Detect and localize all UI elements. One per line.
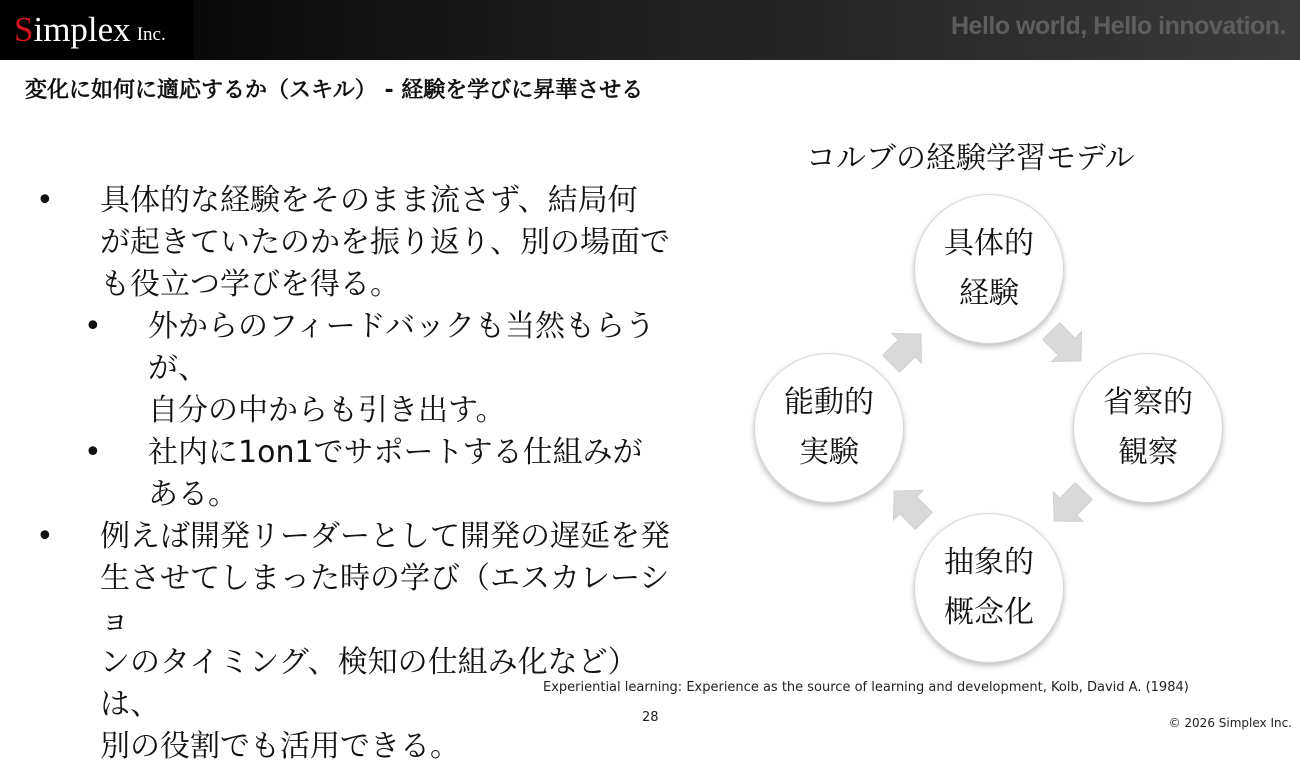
stage-label-line1: 具体的 <box>944 226 1034 261</box>
stage-label-line2: 概念化 <box>944 595 1034 630</box>
header-tagline: Hello world, Hello innovation. <box>950 12 1286 40</box>
page-number: 28 <box>642 710 659 725</box>
logo-initial: S <box>14 10 34 49</box>
bullet-line: 自分の中からも引き出す。 <box>148 393 506 428</box>
stage-concrete-experience <box>914 194 1064 344</box>
bullet-marker: • <box>84 309 102 344</box>
logo-suffix: Inc. <box>136 24 166 45</box>
stage-label-line2: 経験 <box>959 276 1019 311</box>
bullet-line: も役立つ学びを得る。 <box>100 267 400 302</box>
cycle-arrow-icon <box>1043 323 1089 369</box>
stage-abstract-conceptualization <box>914 513 1064 663</box>
bullet-item <box>36 180 676 306</box>
bullet-line: 外からのフィードバックも当然もらうが、 <box>148 309 655 386</box>
sub-bullet-item <box>36 306 676 432</box>
diagram-title: コルブの経験学習モデル <box>806 141 1135 176</box>
bullet-line: 具体的な経験をそのまま流さず、結局何 <box>100 183 638 218</box>
stage-label-line1: 能動的 <box>784 385 874 420</box>
bullet-line: ンのタイミング、検知の仕組み化など）は、 <box>100 645 638 722</box>
bullet-line: 生させてしまった時の学び（エスカレーショ <box>100 561 670 638</box>
bullet-marker: • <box>84 435 102 470</box>
simplex-logo <box>0 0 194 60</box>
stage-label-line1: 省察的 <box>1103 385 1193 420</box>
logo-rest: implex <box>33 10 131 49</box>
bullet-line: ある。 <box>148 477 238 512</box>
copyright: © 2026 Simplex Inc. <box>1168 716 1292 730</box>
citation: Experiential learning: Experience as the source of learning and development, Kolb, David A. (1984) <box>543 680 1189 695</box>
bullet-marker: • <box>36 183 54 218</box>
stage-active-experimentation <box>754 353 904 503</box>
stage-label-line2: 観察 <box>1118 435 1178 470</box>
bullet-line: 例えば開発リーダーとして開発の遅延を発 <box>100 519 670 554</box>
stage-reflective-observation <box>1073 353 1223 503</box>
stage-label-line1: 抽象的 <box>944 545 1034 580</box>
bullet-line: 別の役割でも活用できる。 <box>100 729 460 764</box>
bullet-line: 社内に1on1でサポートする仕組みが <box>148 435 643 470</box>
bullet-marker: • <box>36 519 54 554</box>
sub-bullet-item <box>36 432 676 516</box>
cycle-arrow-icon <box>886 483 932 529</box>
bullet-line: が起きていたのかを振り返り、別の場面で <box>100 225 670 260</box>
bullet-item <box>36 516 676 768</box>
stage-label-line2: 実験 <box>799 435 859 470</box>
cycle-arrow-icon <box>1046 483 1092 529</box>
slide-title: 変化に如何に適応するか（スキル） - 経験を学びに昇華させる <box>25 78 644 103</box>
cycle-arrow-icon <box>883 326 929 372</box>
logo-wordmark <box>14 10 131 50</box>
header-bar <box>0 0 1300 60</box>
